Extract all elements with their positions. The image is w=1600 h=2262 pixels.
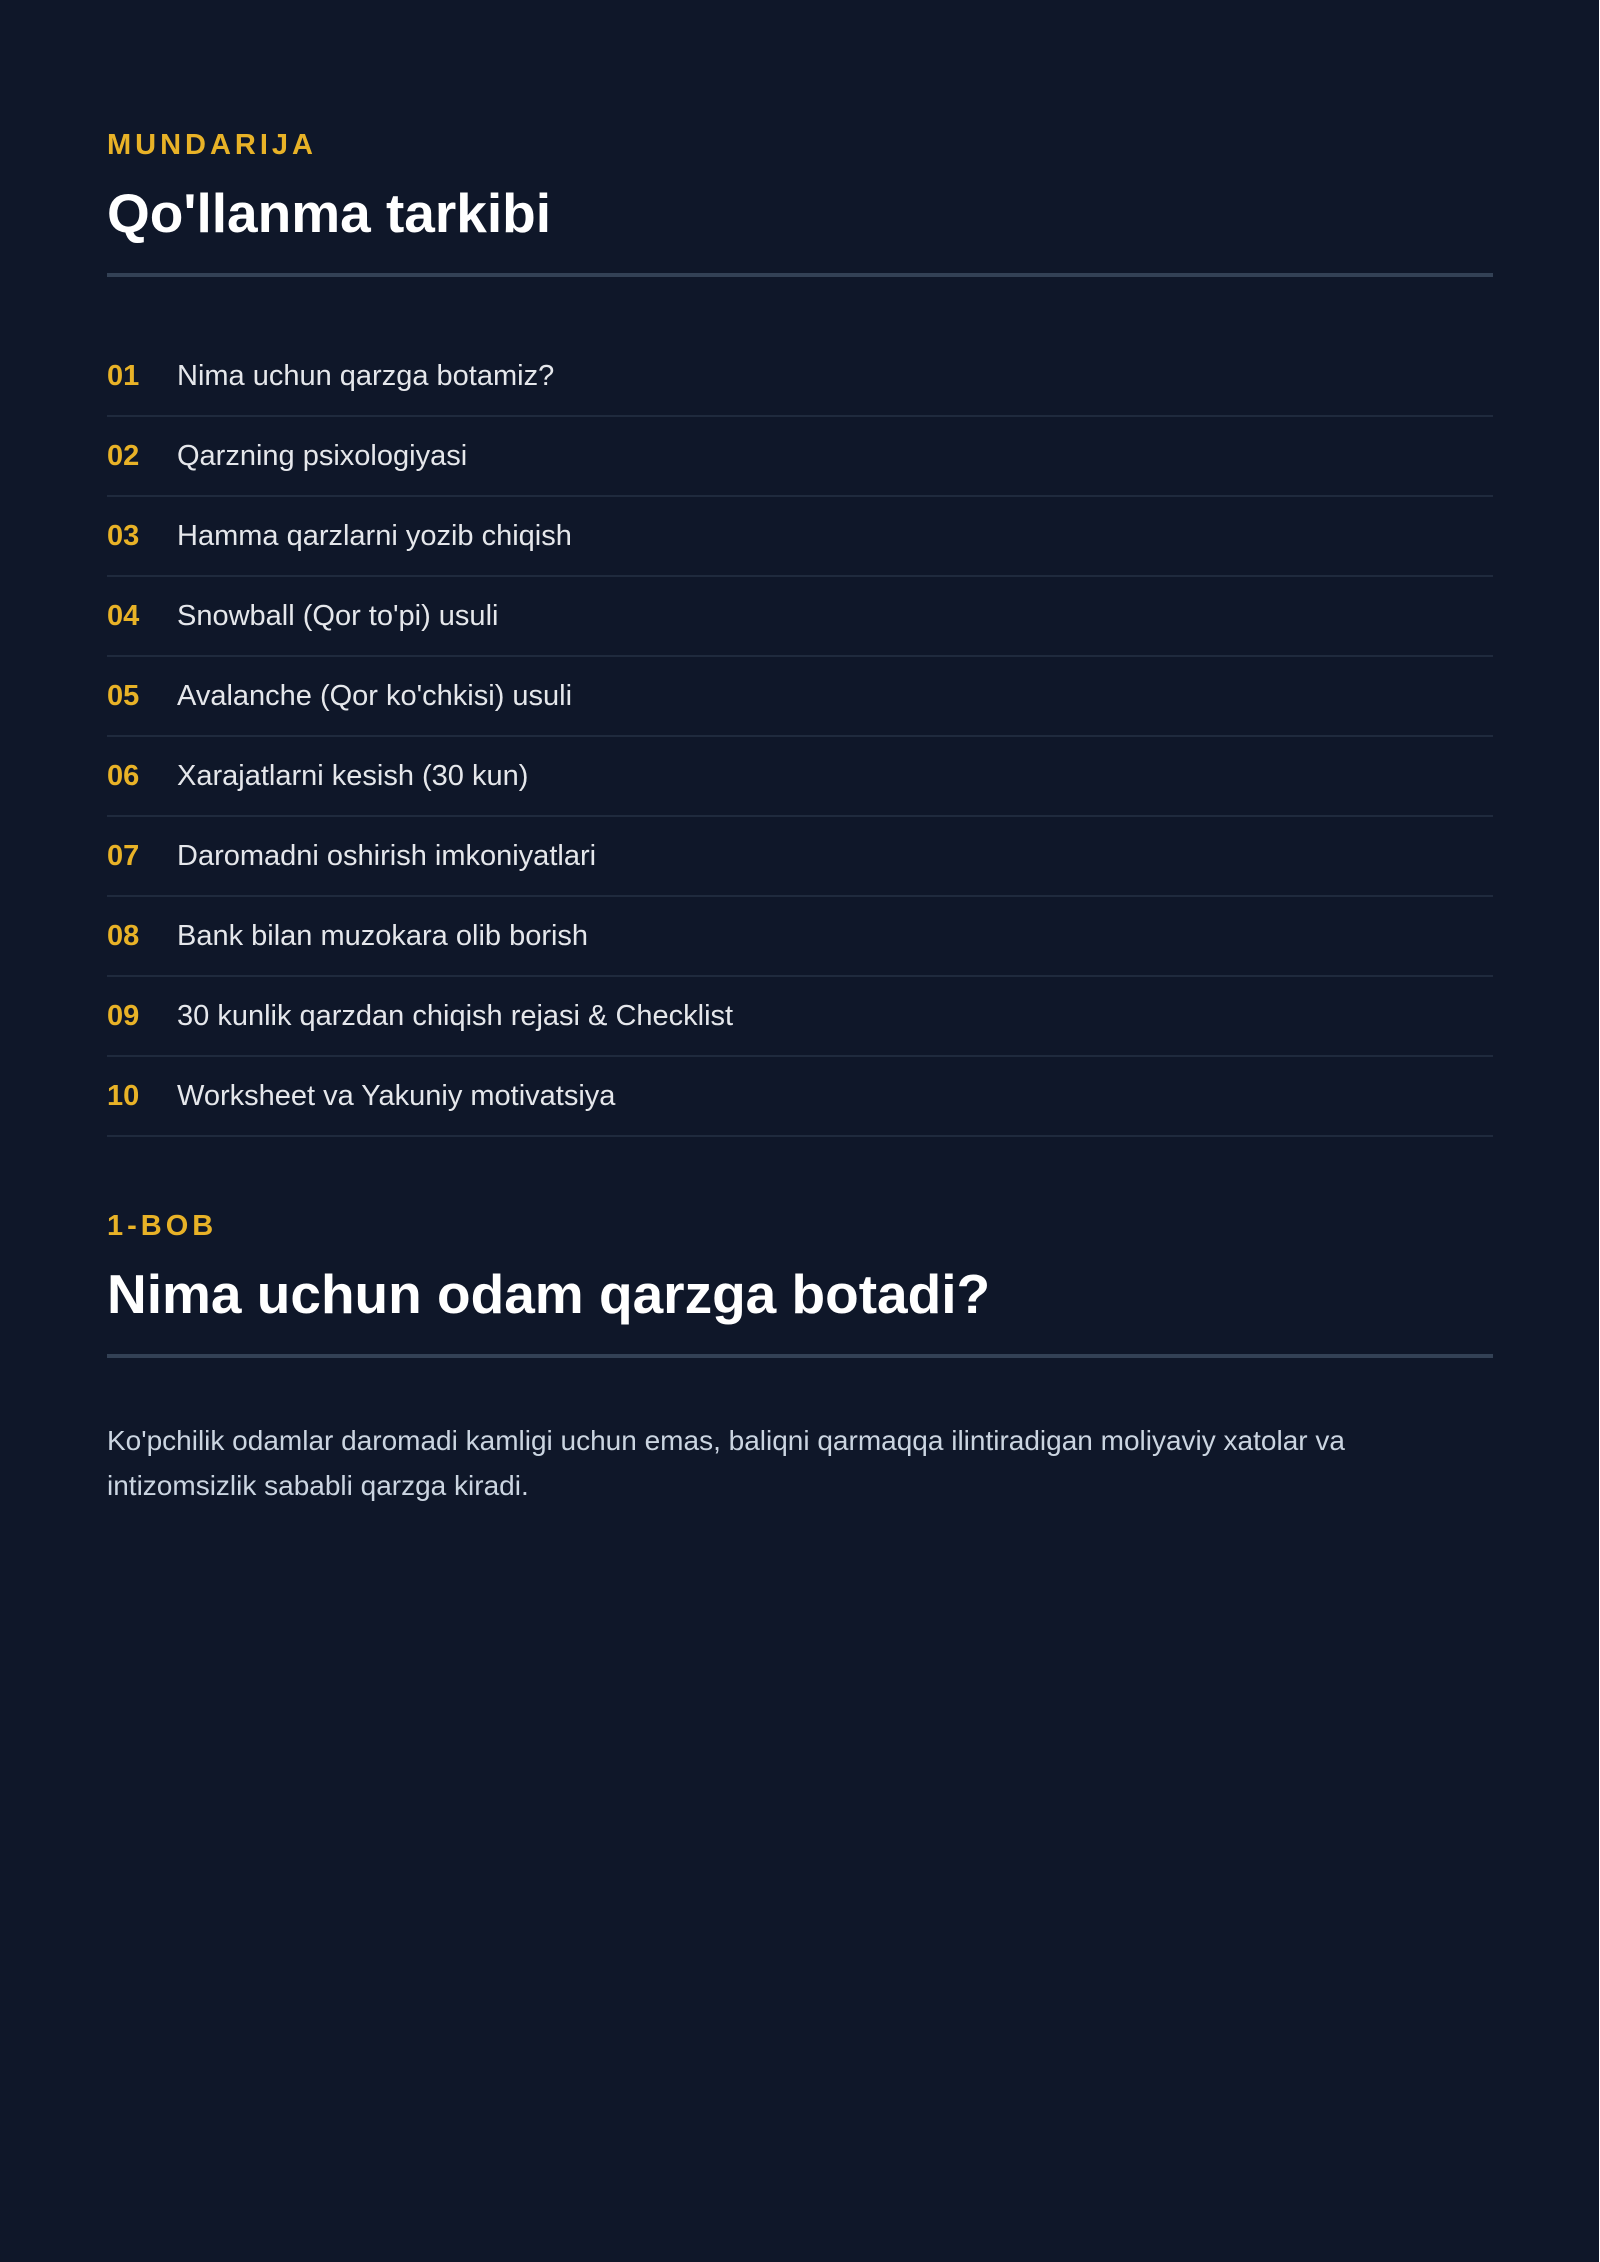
toc-item-label: Daromadni oshirish imkoniyatlari — [177, 839, 597, 872]
toc-item-number: 09 — [107, 999, 140, 1032]
toc-item[interactable] — [107, 657, 1493, 737]
toc-item[interactable] — [107, 737, 1493, 817]
toc-item[interactable] — [107, 337, 1493, 417]
toc-header — [107, 129, 1493, 277]
toc-item-number: 08 — [107, 919, 140, 952]
toc-item[interactable] — [107, 497, 1493, 577]
toc-item[interactable] — [107, 417, 1493, 497]
toc-item-number: 01 — [107, 359, 140, 392]
toc-item-label: Bank bilan muzokara olib borish — [177, 919, 589, 952]
toc-item-label: 30 kunlik qarzdan chiqish rejasi & Checklist — [177, 999, 734, 1032]
toc-item[interactable] — [107, 1057, 1493, 1137]
toc-item-number: 04 — [107, 599, 140, 632]
toc-item[interactable] — [107, 817, 1493, 897]
toc-item[interactable] — [107, 897, 1493, 977]
toc-item[interactable] — [107, 977, 1493, 1057]
toc-item-label: Snowball (Qor to'pi) usuli — [177, 599, 499, 632]
toc-item-number: 10 — [107, 1079, 140, 1112]
toc-item-number: 05 — [107, 679, 140, 712]
chapter-body-text: Ko'pchilik odamlar daromadi kamligi uchun emas, baliqni qarmaqqa ilintiradigan moliyaviy xatolar va intizomsizlik sababli qarzga kiradi. — [107, 1425, 1345, 1501]
chapter-divider — [107, 1354, 1493, 1358]
toc-item-label: Qarzning psixologiyasi — [177, 439, 468, 472]
toc-item[interactable] — [107, 577, 1493, 657]
toc-item-number: 02 — [107, 439, 140, 472]
toc-item-label: Hamma qarzlarni yozib chiqish — [177, 519, 572, 552]
toc-item-number: 07 — [107, 839, 140, 872]
toc-title: Qo'llanma tarkibi — [107, 182, 552, 244]
toc-eyebrow: MUNDARIJA — [107, 129, 317, 161]
chapter-title: Nima uchun odam qarzga botadi? — [107, 1263, 991, 1325]
toc-item-number: 06 — [107, 759, 140, 792]
chapter-header — [107, 1210, 1493, 1358]
toc-item-label: Avalanche (Qor ko'chkisi) usuli — [177, 679, 573, 712]
chapter-eyebrow: 1-BOB — [107, 1210, 218, 1242]
toc-item-number: 03 — [107, 519, 140, 552]
toc-list — [107, 337, 1493, 1137]
toc-item-label: Nima uchun qarzga botamiz? — [177, 359, 555, 392]
toc-divider — [107, 273, 1493, 277]
toc-item-label: Xarajatlarni kesish (30 kun) — [177, 759, 529, 792]
toc-item-label: Worksheet va Yakuniy motivatsiya — [177, 1079, 616, 1112]
